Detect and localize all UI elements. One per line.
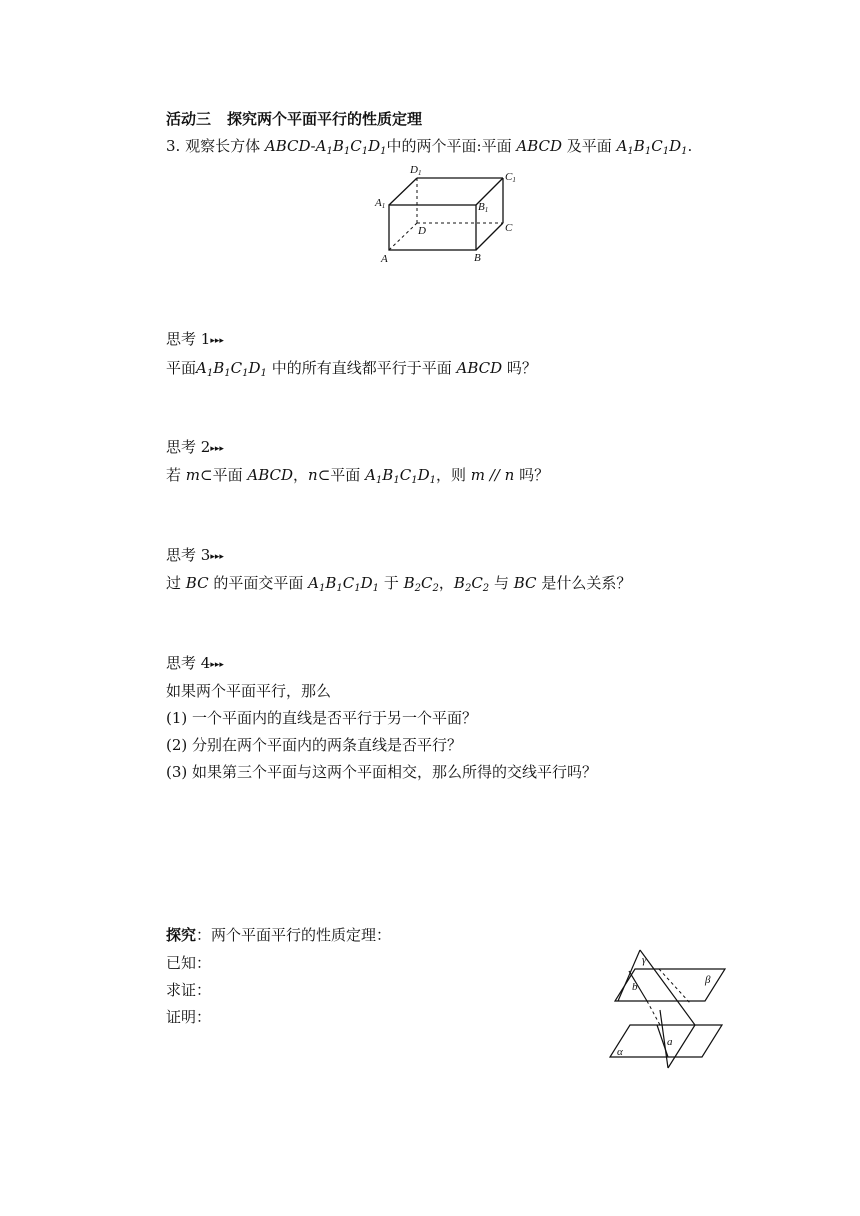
plane-abcd: ABCD: [247, 466, 294, 484]
think2-text: 吗？: [519, 466, 550, 484]
think-4-item-2: (2) 分别在两个平面内的两条直线是否平行？: [166, 736, 463, 754]
think-title: 思考 1: [166, 330, 211, 348]
cuboid-edge: [389, 178, 417, 205]
triangle-marker-icon: ▸▸▸: [210, 336, 224, 346]
explore-title: ：两个平面平行的性质定理：: [196, 926, 392, 944]
vertex-label-d1: D1: [410, 164, 422, 177]
vertex-label-a: A: [381, 253, 388, 265]
think-1-question: [166, 357, 537, 379]
solid-name-base: ABCD: [264, 137, 311, 155]
think-4-title: [166, 652, 224, 676]
plane-a1b1c1d1: $A_1B_1C_1D_1$: [616, 137, 688, 157]
line-bc: BC: [513, 574, 537, 592]
plane-gamma-hidden: [647, 1001, 660, 1025]
triangle-marker-icon: ▸▸▸: [210, 444, 224, 454]
vertex-label-a1: A1: [375, 197, 386, 210]
think-title: 思考 3: [166, 546, 211, 564]
think1-text: 平面: [166, 359, 197, 377]
explore-label: 探究: [166, 926, 197, 944]
vertex-label-c: C: [505, 222, 513, 234]
vertex-label-d: D: [418, 225, 426, 237]
think-4-intro: 如果两个平面平行，那么: [166, 682, 332, 700]
plane-gamma-edge: [640, 950, 695, 1068]
known-label: 已知：: [166, 954, 212, 972]
activity-heading: [166, 108, 422, 129]
think-2-question: [166, 464, 549, 486]
label-a: a: [667, 1036, 673, 1048]
cuboid-front-face: [389, 205, 476, 250]
line-bc: BC: [185, 574, 209, 592]
line-b2c2: $B_2C_2$: [403, 574, 439, 594]
think2-text: ，: [293, 466, 309, 484]
plane-a1b1c1d1: $A_1B_1C_1D_1$: [365, 466, 436, 486]
label-alpha: α: [617, 1046, 623, 1058]
think3-text: 是什么关系？: [541, 574, 632, 592]
cuboid-edge: [476, 223, 503, 250]
line-b2c2: $B_2C_2$: [453, 574, 490, 594]
cuboid-hidden-edge: [389, 223, 417, 250]
think-4-item-3: (3) 如果第三个平面与这两个平面相交，那么所得的交线平行吗？: [166, 763, 598, 781]
vertex-label-b: B: [474, 252, 481, 264]
plane-abcd: ABCD: [456, 359, 503, 377]
label-b: b: [632, 981, 638, 993]
think3-text: ，: [438, 574, 454, 592]
activity-title: 探究两个平面平行的性质定理: [227, 110, 423, 128]
think2-text: 若: [166, 466, 182, 484]
think3-text: 与: [493, 574, 509, 592]
label-gamma: γ: [642, 954, 647, 966]
prove-label: 求证：: [166, 981, 212, 999]
q3-text: 观察长方体: [185, 137, 261, 155]
think3-text: 于: [383, 574, 399, 592]
think2-text: ⊂平面: [200, 466, 243, 484]
think-3-question: [166, 572, 631, 594]
think-3-title: [166, 544, 224, 568]
think-1-title: [166, 328, 224, 352]
think2-text: ，则: [435, 466, 466, 484]
vertex-label-c1: C1: [505, 171, 516, 184]
think1-text: 吗？: [506, 359, 537, 377]
think3-text: 过: [166, 574, 182, 592]
proof-label: 证明：: [166, 1008, 212, 1026]
think-title: 思考 2: [166, 438, 211, 456]
solid-name-top: $A_1B_1C_1D_1$: [315, 137, 387, 157]
q3-text-d: 及平面: [566, 137, 612, 155]
q3-text-c: 平面: [481, 137, 512, 155]
plane-abcd: ABCD: [516, 137, 562, 155]
think-title: 思考 4: [166, 654, 211, 672]
plane-gamma-edge: [618, 950, 640, 1001]
activity-label: 活动三: [166, 110, 212, 128]
label-beta: β: [705, 974, 711, 986]
question-3: 3. 观察长方体 ABCD-$A_1B_1C_1D_1$中的两个平面:平面 ABCD 及平面 $A_1B_1C_1D_1$.: [166, 137, 693, 157]
think3-text: 的平面交平面: [213, 574, 304, 592]
line-n: n: [308, 466, 318, 484]
line-m: m: [185, 466, 201, 484]
think-4-item-1: (1) 一个平面内的直线是否平行于另一个平面？: [166, 709, 478, 727]
triangle-marker-icon: ▸▸▸: [210, 660, 224, 670]
question-number: 3.: [166, 137, 181, 155]
cuboid-figure: [370, 160, 530, 265]
plane-a1b1c1d1: $A_1B_1C_1D_1$: [196, 359, 267, 379]
vertex-label-b1: B1: [478, 201, 489, 214]
parallel-planes-figure: [605, 945, 733, 1073]
think2-text: ⊂平面: [317, 466, 361, 484]
plane-a1b1c1d1: $A_1B_1C_1D_1$: [308, 574, 380, 594]
q3-text-b: 中的两个平面:: [386, 137, 482, 155]
think1-text: 中的所有直线都平行于平面: [271, 359, 452, 377]
explore-heading: [166, 924, 391, 946]
think-2-title: [166, 436, 224, 460]
parallel-relation: m // n: [470, 466, 515, 484]
triangle-marker-icon: ▸▸▸: [210, 552, 224, 562]
